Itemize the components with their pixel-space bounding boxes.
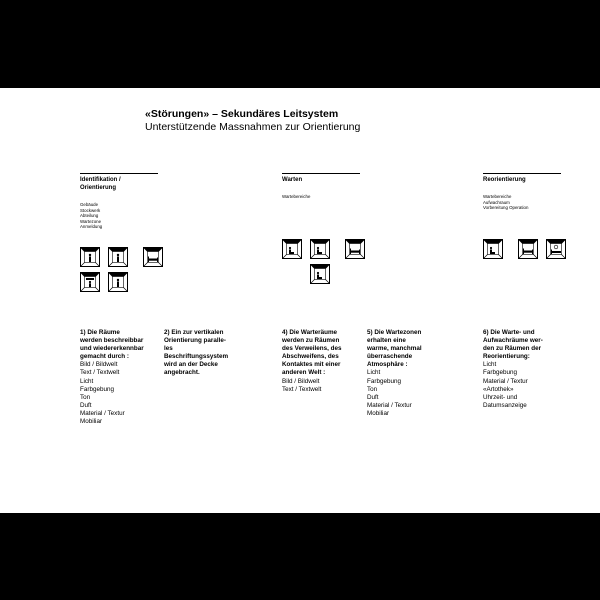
text-block-2: 2) Ein zur vertikalen Orientierung paralle- les Beschriftungssystem wird an der Decke angebracht. [164, 329, 229, 377]
room-figure-with-sign-icon [80, 272, 100, 292]
room-seated-figure-icon [483, 239, 503, 259]
column-heading-warten: Warten [282, 173, 360, 184]
room-standing-figure-icon [80, 247, 100, 267]
document-page [0, 88, 600, 513]
room-seated-figure-icon [310, 239, 330, 259]
room-standing-figure-icon [108, 272, 128, 292]
page-title: «Störungen» – Sekundäres Leitsystem [145, 108, 339, 120]
column-heading-reorientierung: Reorientierung [483, 173, 561, 184]
room-seated-figure-icon [282, 239, 302, 259]
room-clock-bed-icon [546, 239, 566, 259]
room-seated-figure-icon [310, 264, 330, 284]
column-heading-identifikation: Identifikation / Orientierung [80, 173, 158, 192]
column-list-identifikation: Gebäude Stockwerk Abteilung Wartezone Anmeldung [80, 202, 103, 230]
room-bed-icon [345, 239, 365, 259]
text-block-1: 1) Die Räume werden beschreibbar und wiedererkennbar gemacht durch : Bild / Bildwelt Text / Textwelt Licht Farbgebung Ton Duft Material / Textur Mobiliar [80, 329, 144, 426]
column-list-warten: Wartebereiche [282, 194, 311, 199]
column-list-reorientierung: Wartebereiche Aufwachraum Vorbereitung Operation [483, 194, 529, 211]
text-block-5: 5) Die Wartezonen erhalten eine warme, manchmal überraschende Atmosphäre : Licht Farbgebung Ton Duft Material / Textur Mobiliar [367, 329, 422, 417]
text-block-6: 6) Die Warte- und Aufwachräume wer- den zu Räumen der Reorientierung: Licht Farbgebung Material / Textur «Artothek» Uhrzeit- und Datumsanzeige [483, 329, 543, 409]
room-standing-figure-icon [108, 247, 128, 267]
room-bed-icon [518, 239, 538, 259]
room-bed-icon [143, 247, 163, 267]
text-block-4: 4) Die Warteräume werden zu Räumen des Verweilens, des Abschweifens, des Kontaktes mit einer anderen Welt : Bild / Bildwelt Text / Textwelt [282, 329, 342, 393]
page-subtitle: Unterstützende Massnahmen zur Orientierung [145, 121, 361, 133]
